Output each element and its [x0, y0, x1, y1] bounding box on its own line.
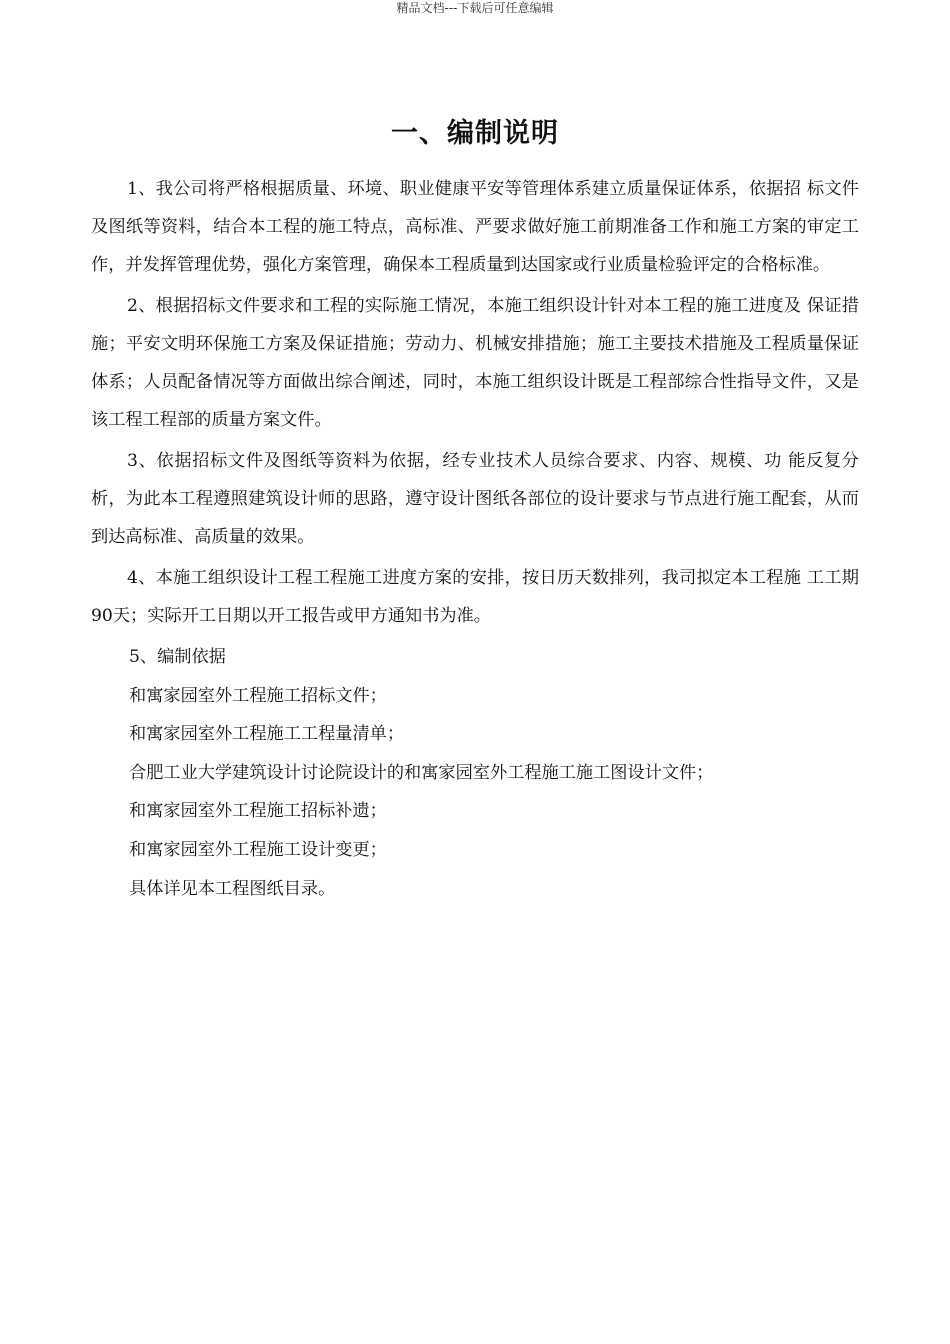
basis-item: 具体详见本工程图纸目录。 [129, 878, 336, 899]
page-header: 精品文档---下载后可任意编辑 [396, 1, 554, 15]
basis-item: 和寓家园室外工程施工设计变更； [129, 839, 387, 860]
paragraph-4: 4、本施工组织设计工程工程施工进度方案的安排，按日历天数排列，我司拟定本工程施 工工期90天；实际开工日期以开工报告或甲方通知书为准。 [91, 568, 859, 626]
basis-item: 和寓家园室外工程施工招标文件； [129, 685, 387, 706]
basis-item: 合肥工业大学建筑设计讨论院设计的和寓家园室外工程施工施工图设计文件； [129, 762, 714, 783]
paragraph-2: 2、根据招标文件要求和工程的实际施工情况，本施工组织设计针对本工程的施工进度及 保证措施；平安文明环保施工方案及保证措施；劳动力、机械安排措施；施工主要技术措施及工程质量保证体系；人员配备情况等方面做出综合阐述，同时，本施工组织设计既是工程部综合性指导文件，又是该工程工程部的质量方案文件。 [91, 296, 859, 430]
basis-item: 和寓家园室外工程施工招标补遗； [129, 801, 387, 822]
document-title: 一、编制说明 [391, 118, 559, 149]
paragraph-1: 1、我公司将严格根据质量、环境、职业健康平安等管理体系建立质量保证体系，依据招 标文件及图纸等资料，结合本工程的施工特点，高标准、严要求做好施工前期准备工作和施工方案的审定工作，并发挥管理优势，强化方案管理，确保本工程质量到达国家或行业质量检验评定的合格标准。 [91, 179, 859, 275]
document-body [91, 170, 859, 908]
paragraph-3: 3、依据招标文件及图纸等资料为依据，经专业技术人员综合要求、内容、规模、功 能反复分析，为此本工程遵照建筑设计师的思路，遵守设计图纸各部位的设计要求与节点进行施工配套，从而到达高标准、高质量的效果。 [91, 451, 859, 547]
basis-heading: 5、编制依据 [129, 647, 226, 667]
basis-item: 和寓家园室外工程施工工程量清单； [129, 724, 405, 745]
